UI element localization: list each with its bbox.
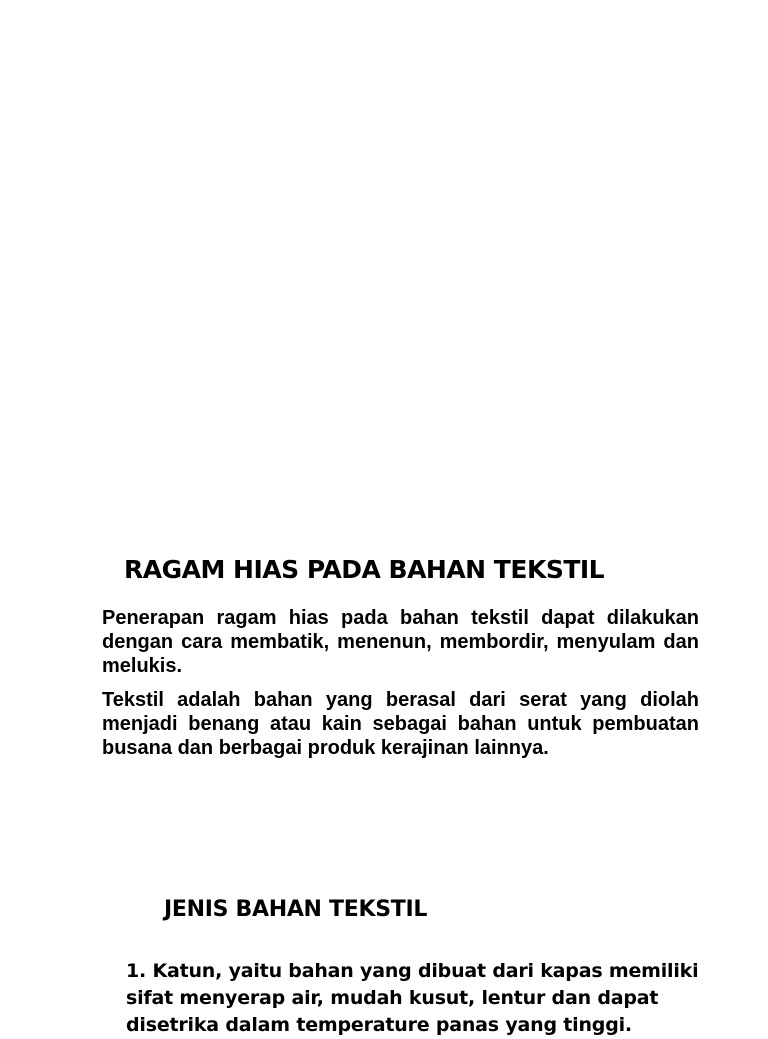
- section-heading: JENIS BAHAN TEKSTIL: [164, 897, 428, 922]
- list-item: 1. Katun, yaitu bahan yang dibuat dari kapas memiliki sifat menyerap air, mudah kusut, lentur dan dapat disetrika dalam temperature panas yang tinggi.: [126, 960, 699, 1036]
- page-title: RAGAM HIAS PADA BAHAN TEKSTIL: [124, 555, 605, 584]
- paragraph-penerapan: Penerapan ragam hias pada bahan tekstil dapat dilakukan dengan cara membatik, menenun, membordir, menyulam dan melukis.: [102, 607, 699, 677]
- paragraph-tekstil-definition: Tekstil adalah bahan yang berasal dari serat yang diolah menjadi benang atau kain sebagai bahan untuk pembuatan busana dan berbagai produk kerajinan lainnya.: [102, 689, 699, 759]
